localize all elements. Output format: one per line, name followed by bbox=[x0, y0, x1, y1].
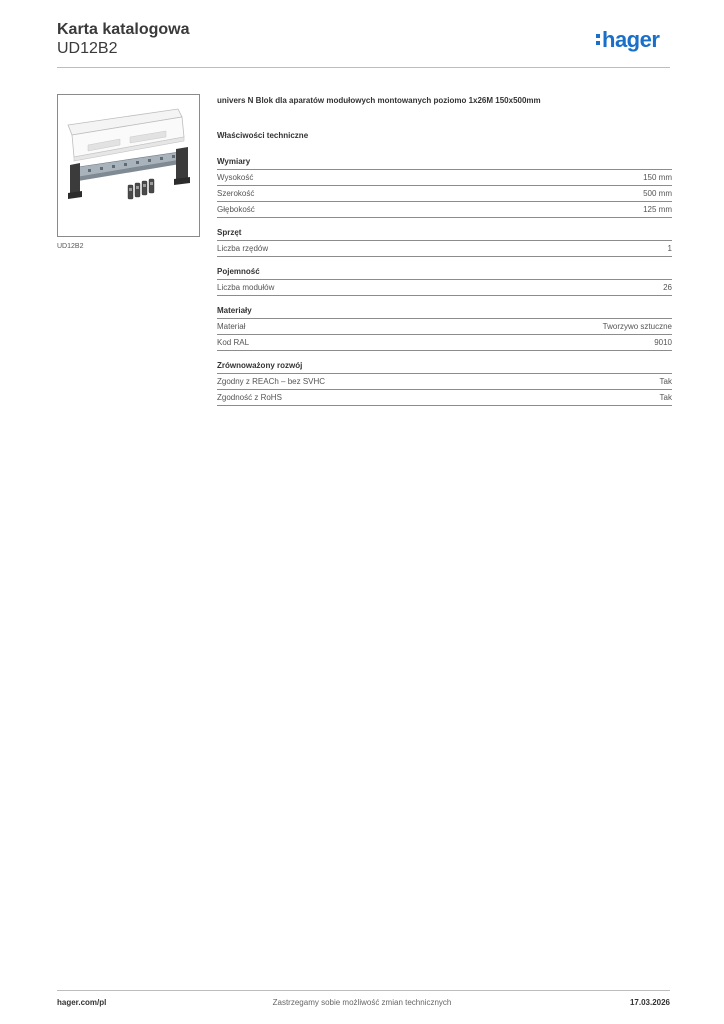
hager-logo bbox=[596, 27, 659, 59]
spec-label: Kod RAL bbox=[217, 338, 250, 347]
spec-value: Tworzywo sztuczne bbox=[602, 322, 672, 331]
spec-row bbox=[217, 186, 672, 202]
spec-row bbox=[217, 202, 672, 218]
spec-label: Materiał bbox=[217, 322, 246, 331]
spec-label: Głębokość bbox=[217, 205, 255, 214]
spec-label: Liczba modułów bbox=[217, 283, 275, 292]
spec-label: Liczba rzędów bbox=[217, 244, 269, 253]
footer-note: Zastrzegamy sobie możliwość zmian technicznych bbox=[272, 998, 452, 1007]
spec-value: Tak bbox=[659, 393, 672, 402]
logo-dots-icon bbox=[596, 34, 600, 45]
spec-label: Zgodny z REACh – bez SVHC bbox=[217, 377, 326, 386]
spec-row bbox=[217, 170, 672, 186]
logo-text: hager bbox=[602, 27, 660, 52]
spec-label: Zgodność z RoHS bbox=[217, 393, 282, 402]
group-title: Sprzęt bbox=[217, 228, 672, 241]
group-title: Materiały bbox=[217, 306, 672, 319]
spec-value: 26 bbox=[663, 283, 672, 292]
footer-website-link[interactable]: hager.com/pl bbox=[57, 998, 107, 1007]
spec-content bbox=[217, 96, 672, 416]
spec-label: Szerokość bbox=[217, 189, 255, 198]
spec-value: Tak bbox=[659, 377, 672, 386]
spec-value: 1 bbox=[667, 244, 672, 253]
spec-row bbox=[217, 319, 672, 335]
spec-group-materials bbox=[217, 306, 672, 351]
spec-group-equipment bbox=[217, 228, 672, 257]
spec-group-sustainability bbox=[217, 361, 672, 406]
spec-group-dimensions bbox=[217, 157, 672, 218]
product-code: UD12B2 bbox=[57, 40, 118, 57]
group-title: Zrównoważony rozwój bbox=[217, 361, 672, 374]
spec-row bbox=[217, 280, 672, 296]
spec-row bbox=[217, 390, 672, 406]
spec-value: 9010 bbox=[654, 338, 672, 347]
spec-row bbox=[217, 335, 672, 351]
group-title: Pojemność bbox=[217, 267, 672, 280]
spec-row bbox=[217, 374, 672, 390]
spec-label: Wysokość bbox=[217, 173, 254, 182]
group-title: Wymiary bbox=[217, 157, 672, 170]
footer-date: 17.03.2026 bbox=[629, 998, 670, 1007]
page-title: Karta katalogowa bbox=[57, 21, 190, 38]
spec-row bbox=[217, 241, 672, 257]
spec-value: 500 mm bbox=[643, 189, 672, 198]
footer-divider bbox=[57, 990, 670, 991]
spec-group-capacity bbox=[217, 267, 672, 296]
product-illustration bbox=[58, 95, 199, 236]
product-description: univers N Blok dla aparatów modułowych montowanych poziomo 1x26M 150x500mm bbox=[217, 96, 541, 105]
product-image bbox=[57, 94, 200, 237]
spec-value: 150 mm bbox=[643, 173, 672, 182]
spec-value: 125 mm bbox=[643, 205, 672, 214]
header-divider bbox=[57, 67, 670, 68]
image-caption: UD12B2 bbox=[57, 243, 84, 250]
spec-heading: Właściwości techniczne bbox=[217, 131, 309, 140]
